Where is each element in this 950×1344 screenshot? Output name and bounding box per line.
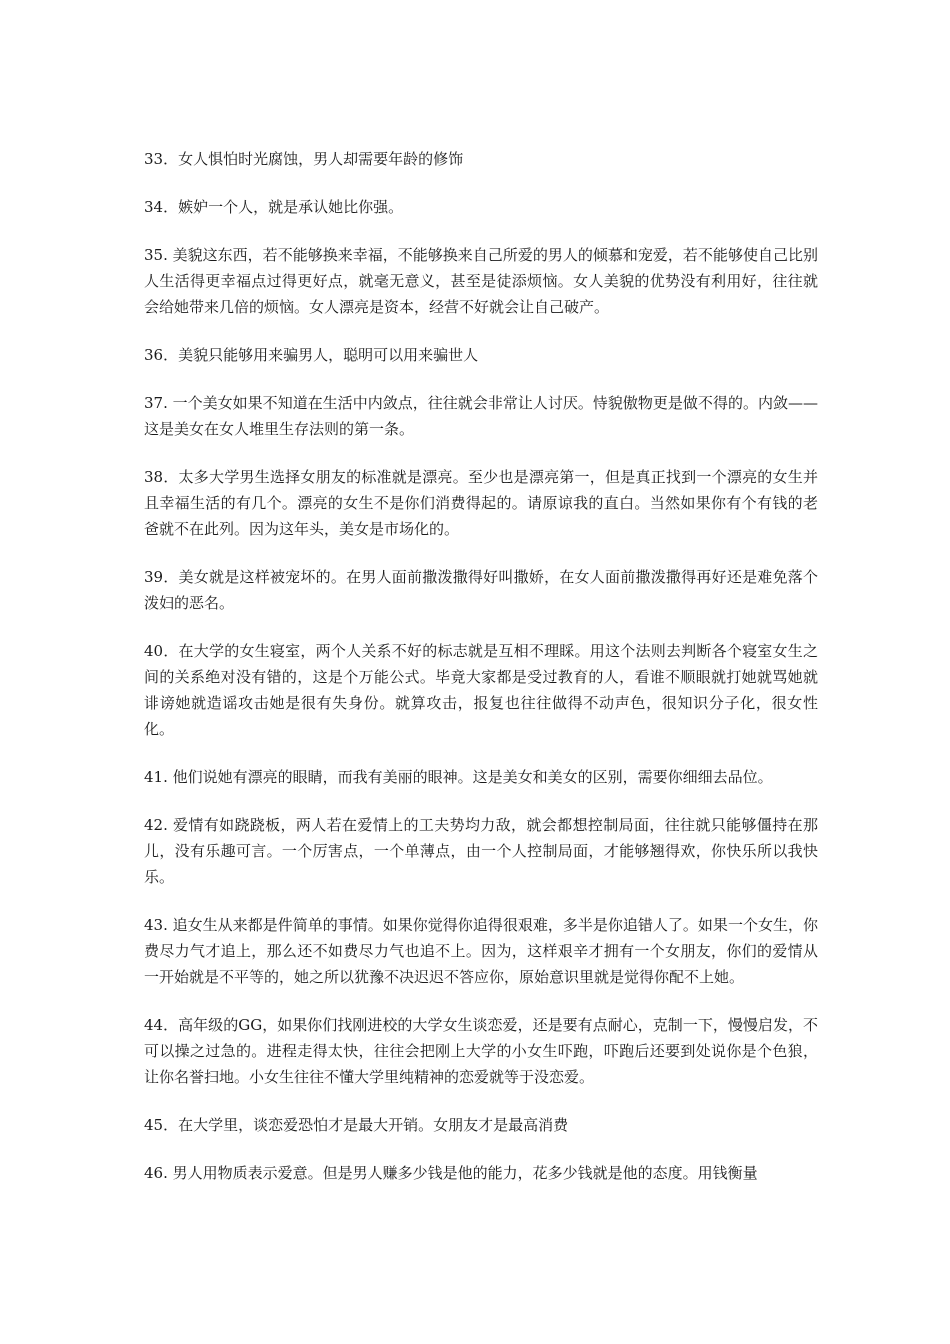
paragraph-42: 42. 爱情有如跷跷板，两人若在爱情上的工夫势均力敌，就会都想控制局面，往往就只能够僵持在那儿，没有乐趣可言。一个厉害点，一个单薄点，由一个人控制局面，才能够翘得欢，你快乐所以我快乐。 — [144, 816, 818, 886]
paragraph-39: 39．美女就是这样被宠坏的。在男人面前撒泼撒得好叫撒娇，在女人面前撒泼撒得再好还是难免落个泼妇的恶名。 — [144, 568, 818, 612]
paragraph-37: 37. 一个美女如果不知道在生活中内敛点，往往就会非常让人讨厌。恃貌傲物更是做不得的。内敛——这是美女在女人堆里生存法则的第一条。 — [144, 394, 818, 438]
paragraph-33: 33．女人惧怕时光腐蚀，男人却需要年龄的修饰 — [144, 150, 464, 168]
paragraph-38: 38．太多大学男生选择女朋友的标准就是漂亮。至少也是漂亮第一，但是真正找到一个漂亮的女生并且幸福生活的有几个。漂亮的女生不是你们消费得起的。请原谅我的直白。当然如果你有个有钱的老爸就不在此列。因为这年头，美女是市场化的。 — [144, 468, 818, 538]
paragraph-43: 43. 追女生从来都是件简单的事情。如果你觉得你追得很艰难，多半是你追错人了。如果一个女生，你费尽力气才追上，那么还不如费尽力气也追不上。因为，这样艰辛才拥有一个女朋友，你们的爱情从一开始就是不平等的，她之所以犹豫不决迟迟不答应你，原始意识里就是觉得你配不上她。 — [144, 916, 818, 986]
paragraph-41: 41. 他们说她有漂亮的眼睛，而我有美丽的眼神。这是美女和美女的区别，需要你细细去品位。 — [144, 768, 773, 786]
paragraph-46: 46. 男人用物质表示爱意。但是男人赚多少钱是他的能力，花多少钱就是他的态度。用钱衡量 — [144, 1164, 758, 1182]
document-body — [144, 146, 818, 1208]
paragraph-34: 34．嫉妒一个人，就是承认她比你强。 — [144, 198, 404, 216]
paragraph-44: 44．高年级的GG，如果你们找刚进校的大学女生谈恋爱，还是要有点耐心，克制一下，慢慢启发，不可以操之过急的。进程走得太快，往往会把刚上大学的小女生吓跑，吓跑后还要到处说你是个色狼，让你名誉扫地。小女生往往不懂大学里纯精神的恋爱就等于没恋爱。 — [144, 1016, 818, 1086]
paragraph-45: 45．在大学里，谈恋爱恐怕才是最大开销。女朋友才是最高消费 — [144, 1116, 569, 1134]
paragraph-40: 40．在大学的女生寝室，两个人关系不好的标志就是互相不理睬。用这个法则去判断各个寝室女生之间的关系绝对没有错的，这是个万能公式。毕竟大家都是受过教育的人，看谁不顺眼就打她就骂她就诽谤她就造谣攻击她是很有失身份。就算攻击，报复也往往做得不动声色，很知识分子化，很女性化。 — [144, 642, 818, 738]
paragraph-35: 35. 美貌这东西，若不能够换来幸福，不能够换来自己所爱的男人的倾慕和宠爱，若不能够使自己比别人生活得更幸福点过得更好点，就毫无意义，甚至是徒添烦恼。女人美貌的优势没有利用好，往往就会给她带来几倍的烦恼。女人漂亮是资本，经营不好就会让自己破产。 — [144, 246, 818, 316]
paragraph-36: 36．美貌只能够用来骗男人，聪明可以用来骗世人 — [144, 346, 479, 364]
